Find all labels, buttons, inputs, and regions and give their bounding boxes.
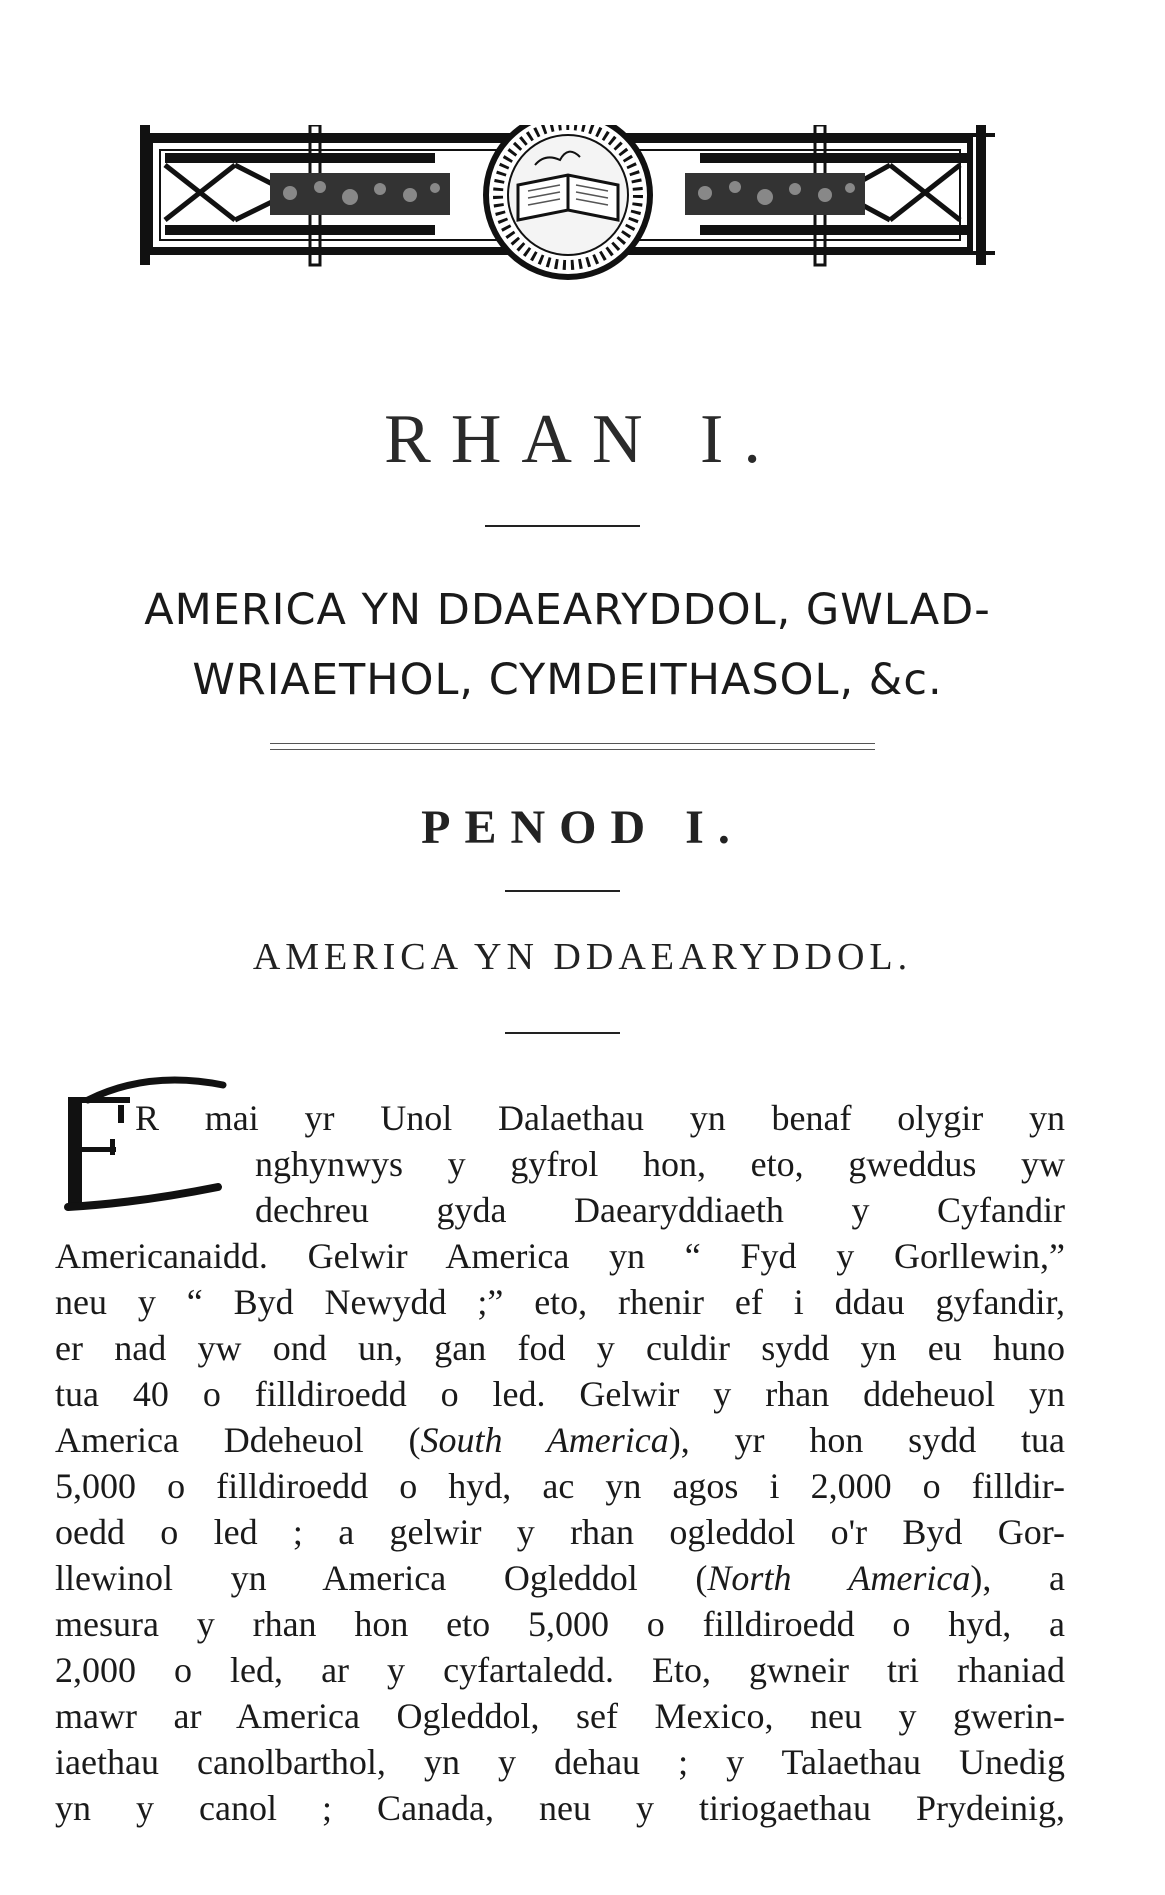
drop-capital-letter: E bbox=[86, 1192, 93, 1203]
body-line: Americanaidd. Gelwir America yn “ Fyd y Gorllewin,” bbox=[55, 1236, 1065, 1276]
body-line: nghynwys y gyfrol hon, eto, gweddus yw bbox=[255, 1144, 1065, 1184]
body-line: llewinol yn America Ogleddol (North America), a bbox=[55, 1558, 1065, 1598]
part-title: RHAN I. bbox=[384, 401, 781, 478]
double-divider-rule bbox=[270, 743, 875, 750]
divider-rule bbox=[485, 525, 640, 527]
body-text bbox=[55, 1095, 1065, 1895]
body-line: 2,000 o led, ar y cyfartaledd. Eto, gwneir tri rhaniad bbox=[55, 1650, 1065, 1690]
body-line: dechreu gyda Daearyddiaeth y Cyfandir bbox=[255, 1190, 1065, 1230]
body-line: 5,000 o filldiroedd o hyd, ac yn agos i 2,000 o filldir- bbox=[55, 1466, 1065, 1506]
body-line: yn y canol ; Canada, neu y tiriogaethau Prydeinig, bbox=[55, 1788, 1065, 1828]
body-line: America Ddeheuol (South America), yr hon sydd tua bbox=[55, 1420, 1066, 1460]
body-line: er nad yw ond un, gan fod y culdir sydd yn eu huno bbox=[55, 1328, 1065, 1368]
body-line: mesura y rhan hon eto 5,000 o filldiroedd o hyd, a bbox=[55, 1604, 1065, 1644]
subject-heading bbox=[50, 575, 1085, 715]
body-line: mawr ar America Ogleddol, sef Mexico, neu y gwerin- bbox=[55, 1696, 1065, 1736]
body-line: R mai yr Unol Dalaethau yn benaf olygir yn bbox=[135, 1098, 1065, 1138]
body-line: oedd o led ; a gelwir y rhan ogleddol o'r Byd Gor- bbox=[55, 1512, 1065, 1552]
divider-rule bbox=[505, 1032, 620, 1034]
section-title: AMERICA YN DDAEARYDDOL. bbox=[252, 936, 913, 978]
subject-line-2: WRIAETHOL, CYMDEITHASOL, &c. bbox=[192, 655, 943, 705]
body-line: iaethau canolbarthol, yn y dehau ; y Talaethau Unedig bbox=[55, 1742, 1065, 1782]
subject-line-1: AMERICA YN DDAEARYDDOL, GWLAD- bbox=[144, 585, 991, 635]
chapter-title: PENOD I. bbox=[421, 801, 744, 854]
divider-rule bbox=[505, 890, 620, 892]
header-ornament bbox=[140, 125, 995, 325]
body-line: tua 40 o filldiroedd o led. Gelwir y rhan ddeheuol yn bbox=[55, 1374, 1065, 1414]
body-line: neu y “ Byd Newydd ;” eto, rhenir ef i ddau gyfandir, bbox=[55, 1282, 1065, 1322]
